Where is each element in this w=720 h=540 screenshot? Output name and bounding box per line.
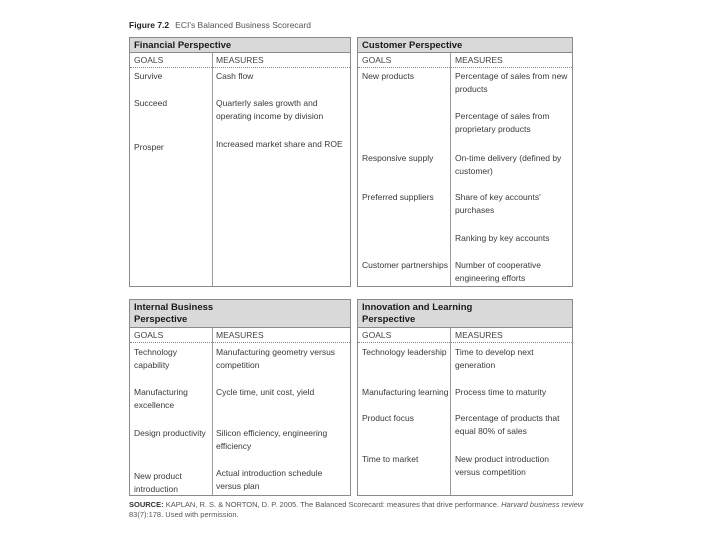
- goal-cell: Succeed: [134, 98, 168, 108]
- source-journal: Harvard business review: [501, 500, 584, 509]
- measure-cell: Ranking by key accounts: [455, 233, 550, 243]
- panel-title-line1: Internal Business: [134, 302, 214, 313]
- innovation-learning-perspective-panel: [357, 299, 573, 496]
- panel-title: [358, 300, 572, 328]
- measure-cell: Quarterly sales growth and operating income by division: [216, 98, 324, 121]
- source-citation: [129, 500, 599, 520]
- column-divider: [450, 53, 451, 286]
- goal-cell: Time to market: [362, 454, 419, 464]
- column-divider: [212, 53, 213, 286]
- figure-caption: [129, 20, 311, 30]
- source-label: SOURCE:: [129, 500, 164, 509]
- goal-cell: Responsive supply: [362, 153, 434, 163]
- panel-title-line2: Perspective: [134, 314, 188, 325]
- goals-header: GOALS: [134, 330, 164, 340]
- column-headers: [358, 53, 572, 68]
- measure-cell: Cash flow: [216, 71, 254, 81]
- measure-cell: Silicon efficiency, engineering efficiency: [216, 428, 328, 451]
- measure-cell: On-time delivery (defined by customer): [455, 153, 562, 176]
- customer-perspective-panel: [357, 37, 573, 287]
- goal-cell: Technology leadership: [362, 347, 447, 357]
- column-headers: [130, 53, 350, 68]
- measures-header: MEASURES: [455, 55, 503, 65]
- goals-header: GOALS: [362, 55, 392, 65]
- panel-title: [130, 300, 350, 328]
- column-divider: [212, 328, 213, 495]
- goals-header: GOALS: [362, 330, 392, 340]
- measures-header: MEASURES: [455, 330, 503, 340]
- goal-cell: Survive: [134, 71, 163, 81]
- goal-cell: Manufacturing excellence: [134, 387, 188, 410]
- measure-cell: Actual introduction schedule versus plan: [216, 468, 323, 491]
- column-headers: [358, 328, 572, 343]
- source-text: KAPLAN, R. S. & NORTON, D. P. 2005. The Balanced Scorecard: measures that drive performance.: [165, 500, 500, 509]
- figure-number: Figure 7.2: [129, 20, 170, 30]
- measure-cell: Cycle time, unit cost, yield: [216, 387, 315, 397]
- panel-title: Financial Perspective: [130, 38, 350, 53]
- measure-cell: Time to develop next generation: [455, 347, 534, 370]
- measure-cell: New product introduction versus competition: [455, 454, 550, 477]
- column-headers: [130, 328, 350, 343]
- goal-cell: Design productivity: [134, 428, 206, 438]
- measure-cell: Percentage of sales from new products: [455, 71, 568, 94]
- measures-header: MEASURES: [216, 55, 264, 65]
- goal-cell: Prosper: [134, 142, 164, 152]
- figure-title: ECI's Balanced Business Scorecard: [175, 20, 311, 30]
- measure-cell: Percentage of products that equal 80% of sales: [455, 413, 560, 436]
- source-pages: 83(7):178. Used with permission.: [129, 510, 239, 519]
- goal-cell: New products: [362, 71, 414, 81]
- goal-cell: Customer partnerships: [362, 260, 448, 270]
- goals-header: GOALS: [134, 55, 164, 65]
- measure-cell: Manufacturing geometry versus competition: [216, 347, 336, 370]
- goal-cell: Manufacturing learning: [362, 387, 449, 397]
- internal-business-perspective-panel: [129, 299, 351, 496]
- goal-cell: Product focus: [362, 413, 414, 423]
- panel-title-line2: Perspective: [362, 314, 416, 325]
- measure-cell: Percentage of sales from proprietary products: [455, 111, 550, 134]
- goal-cell: New product introduction: [134, 471, 182, 494]
- measure-cell: Increased market share and ROE: [216, 139, 343, 149]
- financial-perspective-panel: [129, 37, 351, 287]
- measure-cell: Number of cooperative engineering efforts: [455, 260, 541, 283]
- measure-cell: Share of key accounts' purchases: [455, 192, 541, 215]
- measure-cell: Process time to maturity: [455, 387, 547, 397]
- goal-cell: Technology capability: [134, 347, 178, 370]
- panel-title-line1: Innovation and Learning: [362, 302, 473, 313]
- panel-title: Customer Perspective: [358, 38, 572, 53]
- goal-cell: Preferred suppliers: [362, 192, 434, 202]
- measures-header: MEASURES: [216, 330, 264, 340]
